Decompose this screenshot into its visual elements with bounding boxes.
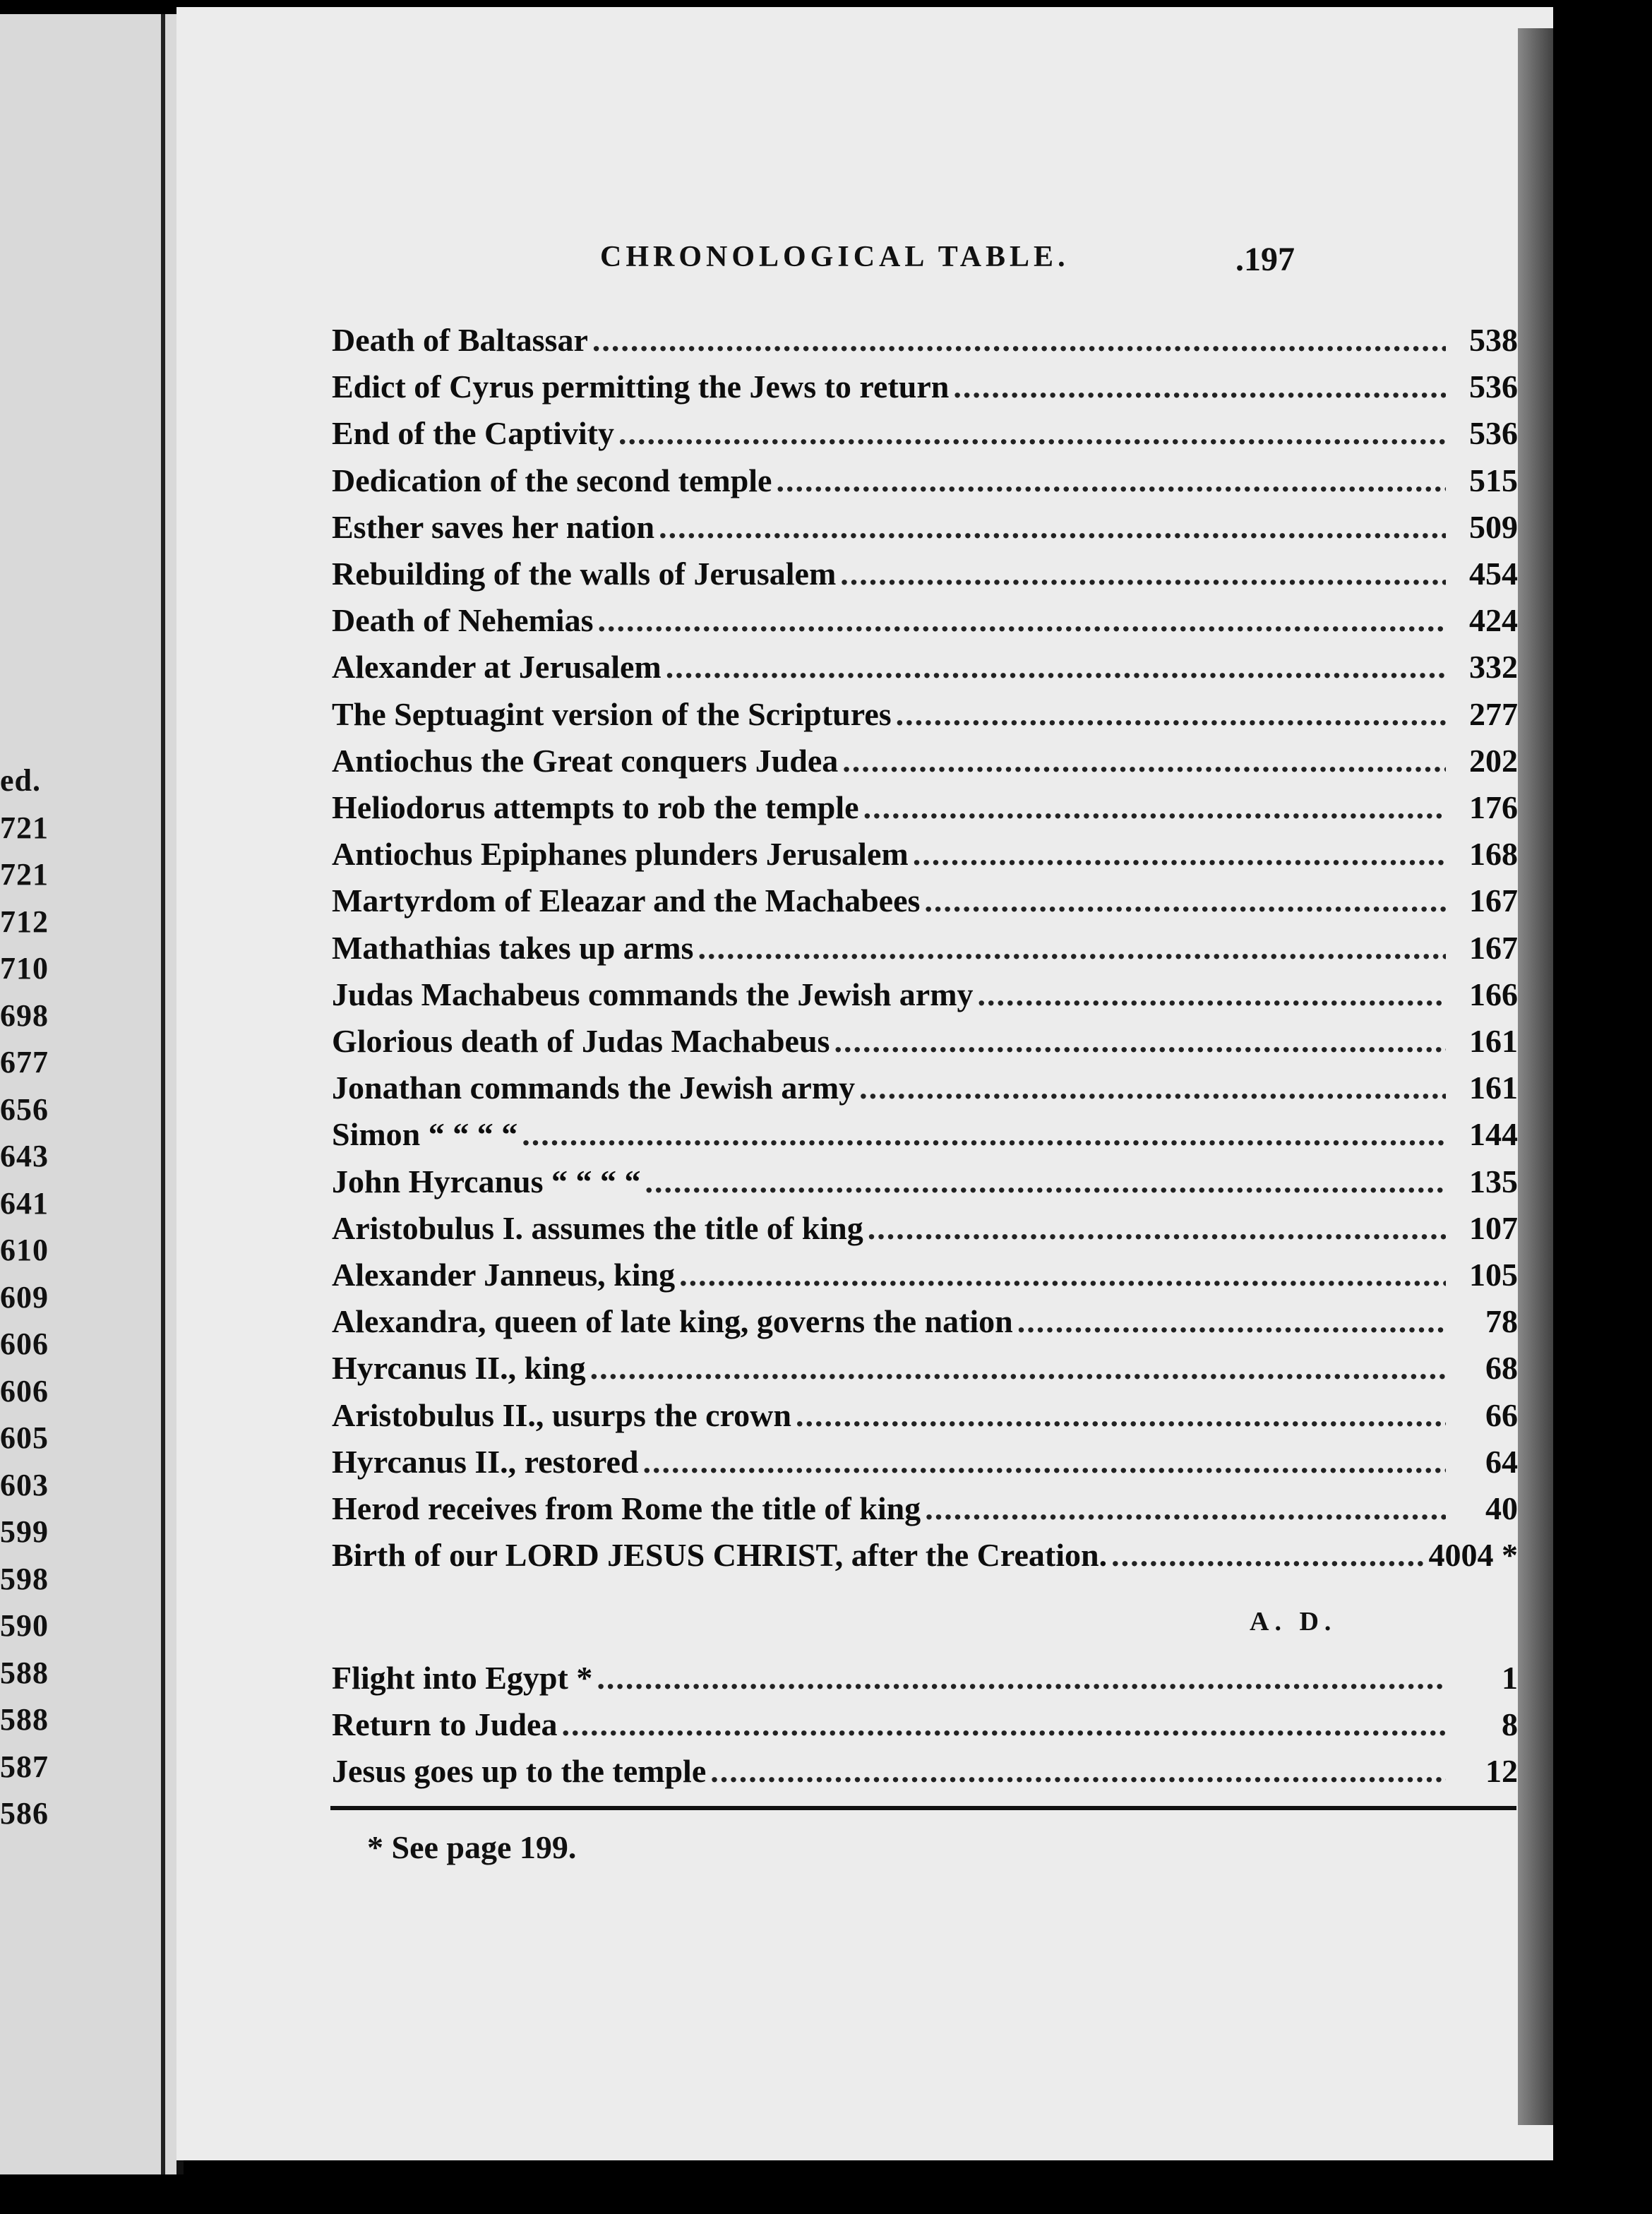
- dot-leader: [834, 1022, 1446, 1060]
- event-text: End of the Captivity: [332, 415, 614, 452]
- dot-leader: [590, 1349, 1446, 1387]
- left-page-number: 606: [0, 1327, 49, 1361]
- table-row: [332, 1536, 1518, 1583]
- table-row: [332, 1303, 1518, 1349]
- table-row: [332, 1022, 1518, 1069]
- dot-leader: [859, 1069, 1446, 1106]
- event-text: Flight into Egypt *: [332, 1660, 593, 1696]
- dot-leader: [924, 882, 1446, 919]
- event-text: Aristobulus II., usurps the crown: [332, 1396, 791, 1433]
- event-year: 509: [1469, 508, 1518, 545]
- event-text: Simon “ “ “ “: [332, 1116, 518, 1153]
- event-year: 135: [1469, 1163, 1518, 1199]
- dot-leader: [842, 742, 1446, 779]
- dot-leader: [561, 1706, 1446, 1743]
- left-page-margin: [0, 14, 184, 2174]
- left-page-number: 610: [0, 1233, 49, 1267]
- event-year: 144: [1469, 1116, 1518, 1153]
- table-row: [332, 368, 1518, 414]
- dot-leader: [642, 1443, 1446, 1480]
- left-page-number: 586: [0, 1796, 49, 1831]
- event-year: 167: [1469, 882, 1518, 919]
- left-page-number: 587: [0, 1749, 49, 1784]
- left-page-number: 712: [0, 904, 49, 939]
- left-page-number: 609: [0, 1279, 49, 1315]
- dot-leader: [796, 1396, 1446, 1434]
- table-row: [332, 648, 1518, 695]
- event-text: Jonathan commands the Jewish army: [332, 1070, 856, 1106]
- binding-line: [161, 14, 165, 2174]
- table-row: [332, 1396, 1518, 1443]
- event-text: Glorious death of Judas Machabeus: [332, 1023, 830, 1059]
- event-text: Birth of our LORD JESUS CHRIST, after the Creation.: [332, 1537, 1108, 1574]
- left-page-number: 721: [0, 857, 49, 892]
- event-year: 8: [1502, 1706, 1518, 1743]
- event-year: 536: [1469, 369, 1518, 405]
- event-year: 68: [1485, 1350, 1518, 1387]
- left-page-number: 721: [0, 810, 49, 845]
- event-year: 538: [1469, 322, 1518, 358]
- table-row: [332, 602, 1518, 648]
- table-row: [332, 1115, 1518, 1162]
- event-text: The Septuagint version of the Scriptures: [332, 695, 892, 732]
- dot-leader: [868, 1209, 1446, 1247]
- table-row: [332, 414, 1518, 461]
- event-text: Hyrcanus II., restored: [332, 1443, 639, 1480]
- event-text: Hyrcanus II., king: [332, 1350, 586, 1387]
- table-row: [332, 695, 1518, 742]
- event-text: Edict of Cyrus permitting the Jews to return: [332, 369, 950, 405]
- event-year: 168: [1469, 836, 1518, 873]
- left-page-number: 677: [0, 1045, 49, 1079]
- table-row: [332, 555, 1518, 602]
- left-page-number: 588: [0, 1655, 49, 1690]
- event-text: John Hyrcanus “ “ “ “: [332, 1163, 641, 1199]
- event-text: Mathathias takes up arms: [332, 929, 694, 966]
- event-text: Death of Nehemias: [332, 602, 594, 639]
- event-year: 202: [1469, 742, 1518, 779]
- dot-leader: [597, 1659, 1446, 1697]
- left-page-number: 598: [0, 1561, 49, 1596]
- event-text: Alexandra, queen of late king, governs the nation: [332, 1303, 1013, 1340]
- event-text: Esther saves her nation: [332, 508, 655, 545]
- event-text: Alexander Janneus, king: [332, 1257, 676, 1293]
- event-year: 105: [1469, 1257, 1518, 1293]
- event-text: Antiochus the Great conquers Judea: [332, 742, 839, 779]
- era-label-ad: A. D.: [1250, 1607, 1337, 1636]
- event-year: 454: [1469, 556, 1518, 592]
- table-row: [332, 1490, 1518, 1536]
- event-text: Aristobulus I. assumes the title of king: [332, 1209, 863, 1246]
- left-page-number: 710: [0, 951, 49, 986]
- left-page-number: 656: [0, 1091, 49, 1127]
- left-page-number: 698: [0, 998, 49, 1033]
- table-row: [332, 976, 1518, 1022]
- table-row: [332, 835, 1518, 882]
- table-row: [332, 1706, 1518, 1752]
- event-year: 167: [1469, 929, 1518, 966]
- event-year: 277: [1469, 695, 1518, 732]
- page-number: .197: [1235, 241, 1295, 278]
- table-row: [332, 742, 1518, 789]
- table-row: [332, 1659, 1518, 1706]
- left-page-number: 606: [0, 1373, 49, 1408]
- event-text: Martyrdom of Eleazar and the Machabees: [332, 882, 921, 919]
- table-row: [332, 1752, 1518, 1799]
- event-text: Rebuilding of the walls of Jerusalem: [332, 556, 837, 592]
- table-row: [332, 1209, 1518, 1256]
- dot-leader: [840, 555, 1446, 592]
- dot-leader: [666, 648, 1446, 686]
- table-row: [332, 1163, 1518, 1209]
- book-page: [176, 7, 1553, 2160]
- table-row: [332, 1256, 1518, 1303]
- event-text: Jesus goes up to the temple: [332, 1753, 707, 1790]
- page-title: CHRONOLOGICAL TABLE.: [600, 241, 1070, 273]
- table-row: [332, 929, 1518, 976]
- event-text: Alexander at Jerusalem: [332, 649, 662, 686]
- left-page-number: 605: [0, 1420, 49, 1455]
- dot-leader: [863, 789, 1446, 826]
- dot-leader: [913, 835, 1446, 873]
- dot-leader: [592, 321, 1446, 359]
- table-row: [332, 882, 1518, 928]
- table-row: [332, 321, 1518, 368]
- event-text: Judas Machabeus commands the Jewish army: [332, 976, 974, 1012]
- event-year: 332: [1469, 649, 1518, 686]
- left-page-number: 599: [0, 1514, 49, 1549]
- dot-leader: [925, 1490, 1446, 1527]
- left-page-number: 641: [0, 1185, 49, 1221]
- dot-leader: [698, 929, 1446, 967]
- left-page-number: ed.: [0, 763, 41, 798]
- event-year: 161: [1469, 1070, 1518, 1106]
- event-year: 536: [1469, 415, 1518, 452]
- dot-leader: [953, 368, 1446, 405]
- event-year: 515: [1469, 462, 1518, 498]
- footnote: * See page 199.: [367, 1829, 577, 1865]
- dot-leader: [710, 1752, 1446, 1790]
- table-row: [332, 1443, 1518, 1490]
- event-text: Heliodorus attempts to rob the temple: [332, 789, 859, 825]
- table-row: [332, 508, 1518, 555]
- running-head: [176, 240, 1553, 282]
- event-text: Herod receives from Rome the title of king: [332, 1490, 921, 1526]
- dot-leader: [896, 695, 1446, 733]
- table-row: [332, 1069, 1518, 1115]
- event-year: 66: [1485, 1396, 1518, 1433]
- event-year: 107: [1469, 1209, 1518, 1246]
- event-year: 161: [1469, 1023, 1518, 1059]
- event-text: Return to Judea: [332, 1706, 558, 1743]
- dot-leader: [1111, 1536, 1424, 1574]
- dot-leader: [522, 1115, 1446, 1153]
- footnote-rule: [330, 1806, 1516, 1810]
- event-year: 78: [1485, 1303, 1518, 1340]
- event-year: 64: [1485, 1443, 1518, 1480]
- table-row: [332, 789, 1518, 835]
- left-page-number: 643: [0, 1139, 49, 1173]
- dot-leader: [1017, 1303, 1446, 1340]
- dot-leader: [776, 462, 1446, 499]
- event-year: 176: [1469, 789, 1518, 825]
- dot-leader: [618, 414, 1446, 452]
- dot-leader: [659, 508, 1446, 546]
- left-page-number: 588: [0, 1702, 49, 1737]
- scan-border: [1553, 0, 1652, 2214]
- event-text: Death of Baltassar: [332, 322, 588, 358]
- event-text: Dedication of the second temple: [332, 462, 772, 498]
- event-year: 424: [1469, 602, 1518, 639]
- left-page-number: 603: [0, 1467, 49, 1502]
- left-page-number: 590: [0, 1608, 49, 1643]
- dot-leader: [679, 1256, 1446, 1293]
- event-year: 4004 *: [1428, 1537, 1518, 1574]
- dot-leader: [978, 976, 1446, 1013]
- dot-leader: [645, 1163, 1446, 1200]
- dot-leader: [598, 602, 1447, 639]
- event-year: 12: [1485, 1753, 1518, 1790]
- table-row: [332, 462, 1518, 508]
- event-text: Antiochus Epiphanes plunders Jerusalem: [332, 836, 909, 873]
- event-year: 1: [1502, 1660, 1518, 1696]
- event-year: 40: [1485, 1490, 1518, 1526]
- table-row: [332, 1349, 1518, 1396]
- event-year: 166: [1469, 976, 1518, 1012]
